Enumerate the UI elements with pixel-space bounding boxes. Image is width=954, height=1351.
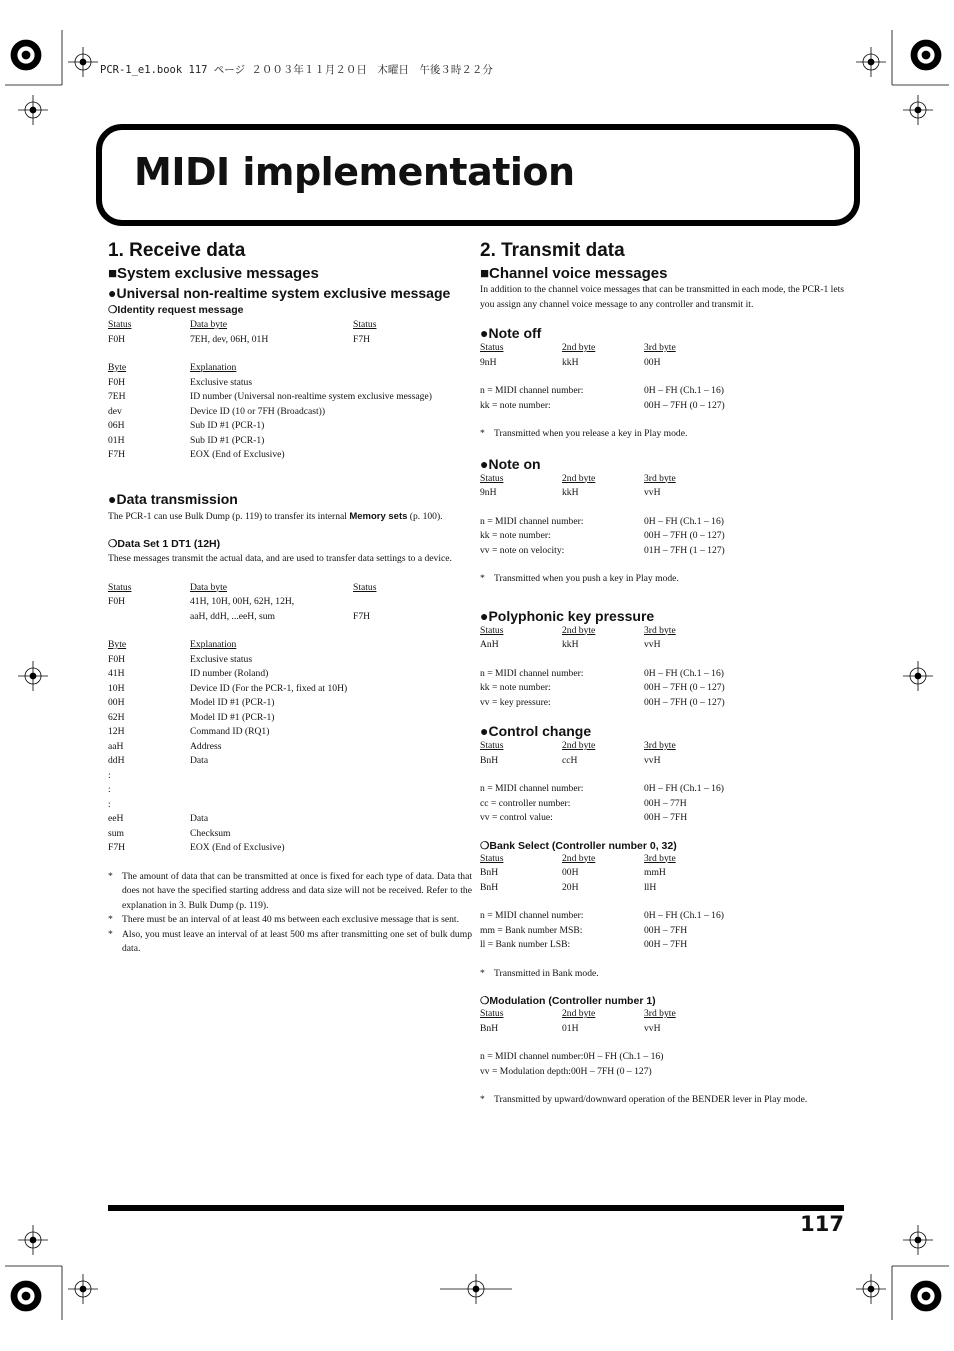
byte-cell: eeH	[108, 813, 124, 824]
definition-range: 0H – FH (Ch.1 – 16)	[644, 783, 724, 794]
definition-range: 01H – 7FH (1 – 127)	[644, 544, 725, 556]
explanation-cell: Data	[190, 755, 209, 766]
table-cell: mmH	[644, 867, 666, 878]
note-on-definitions	[480, 515, 844, 559]
explanation-cell: Device ID (10 or 7FH (Broadcast))	[190, 405, 326, 417]
definition-range: 00H – 7FH (0 – 127)	[644, 682, 725, 693]
byte-cell: ddH	[108, 755, 125, 766]
definition-range: 00H – 7FH	[644, 924, 688, 936]
note-text: Transmitted in Bank mode.	[494, 967, 599, 979]
definition-line: vv = Modulation depth:00H – 7FH (0 – 127)	[480, 1065, 652, 1077]
table-header: 3rd byte	[644, 624, 676, 636]
byte-cell: 62H	[108, 711, 125, 723]
title-box	[96, 124, 860, 226]
data-transmission-heading: ●Data transmission	[108, 490, 238, 507]
table-header: Status	[480, 624, 504, 636]
table-row	[108, 376, 472, 391]
table-row	[108, 841, 472, 856]
note-text: Transmitted when you release a key in Play mode.	[494, 428, 688, 439]
table-cell	[108, 610, 190, 625]
dataset-table	[108, 581, 472, 625]
identity-table	[108, 318, 472, 347]
table-header: 3rd byte	[644, 740, 676, 751]
sysex-heading: ■System exclusive messages	[108, 265, 319, 282]
table-header: Status	[353, 581, 377, 593]
explanation-cell: Exclusive status	[190, 653, 253, 665]
explanation-cell: Model ID #1 (PCR-1)	[190, 711, 275, 723]
definition-range: 00H – 7FH (0 – 127)	[644, 696, 725, 708]
notes-list	[108, 870, 472, 957]
explanation-cell: ID number (Roland)	[190, 668, 269, 679]
note-item	[108, 870, 472, 914]
table-header: Status	[353, 319, 377, 330]
definition-term: kk = note number:	[480, 530, 551, 541]
table-header: 2nd byte	[562, 472, 596, 484]
explanation-cell: Exclusive status	[190, 376, 253, 388]
table-cell: BnH	[480, 1022, 499, 1034]
control-change-heading: ●Control change	[480, 723, 592, 739]
definition-term: vv = key pressure:	[480, 696, 551, 708]
modulation-note	[480, 1093, 844, 1108]
table-row	[108, 711, 472, 726]
table-row	[108, 812, 472, 827]
receive-data-heading: 1. Receive data	[108, 240, 246, 261]
bank-select-table	[480, 852, 844, 896]
table-row	[108, 769, 472, 784]
byte-cell: :	[108, 769, 111, 781]
table-cell: vvH	[644, 639, 661, 650]
explanation-cell: Device ID (For the PCR-1, fixed at 10H)	[190, 682, 348, 694]
byte-cell: 10H	[108, 682, 125, 694]
modulation-heading: ❍Modulation (Controller number 1)	[480, 995, 656, 1007]
table-row	[108, 434, 472, 449]
note-off-definitions	[480, 384, 844, 413]
table-cell: vvH	[644, 754, 661, 766]
note-mark: *	[108, 870, 113, 882]
page-number: 117	[800, 1212, 844, 1236]
table-cell: F7H	[353, 610, 371, 622]
table-row	[108, 827, 472, 842]
table-row	[108, 754, 472, 769]
byte-cell: 06H	[108, 420, 125, 431]
table-header: 2nd byte	[562, 624, 596, 636]
table-header: Explanation	[190, 639, 237, 650]
definition-term: vv = control value:	[480, 812, 553, 823]
poly-pressure-heading: ●Polyphonic key pressure	[480, 607, 655, 624]
byte-cell: aaH	[108, 740, 124, 752]
table-row	[108, 798, 472, 813]
explanation-cell: ID number (Universal non-realtime system exclusive message)	[190, 391, 432, 402]
table-cell: vvH	[644, 487, 661, 498]
definition-range: 0H – FH (Ch.1 – 16)	[644, 667, 724, 679]
table-cell: aaH, ddH, ...eeH, sum	[190, 610, 275, 622]
explanation-cell: Sub ID #1 (PCR-1)	[190, 420, 265, 431]
table-header: Data byte	[190, 319, 228, 330]
byte-cell: F7H	[108, 842, 126, 853]
definition-range: 00H – 7FH (0 – 127)	[644, 399, 725, 411]
definition-range: 0H – FH (Ch.1 – 16)	[644, 385, 724, 396]
receive-data-column	[108, 240, 472, 957]
byte-cell: 01H	[108, 434, 125, 446]
table-cell: kkH	[562, 356, 579, 368]
byte-cell: F7H	[108, 449, 126, 460]
definition-range: 00H – 7FH (0 – 127)	[644, 530, 725, 541]
table-header: 2nd byte	[562, 1008, 596, 1019]
byte-cell: F0H	[108, 376, 126, 388]
note-text: Transmitted when you push a key in Play mode.	[494, 573, 679, 584]
control-change-definitions	[480, 782, 844, 826]
note-text: There must be an interval of at least 40 ms between each exclusive message that is sent.	[122, 914, 459, 925]
explanation-cell: Command ID (RQ1)	[190, 726, 270, 737]
note-mark: *	[108, 928, 113, 940]
definition-term: vv = note on velocity:	[480, 544, 565, 556]
definition-term: kk = note number:	[480, 399, 551, 411]
poly-pressure-table	[480, 624, 844, 653]
channel-voice-heading: ■Channel voice messages	[480, 265, 668, 282]
table-header: Status	[108, 319, 132, 330]
note-mark: *	[480, 428, 485, 439]
table-cell: F0H	[108, 333, 126, 345]
table-row	[108, 740, 472, 755]
definition-term: ll = Bank number LSB:	[480, 939, 571, 950]
channel-voice-text: In addition to the channel voice messages that can be transmitted in each mode, the PCR-1 lets you assign any channel voice message to any controller and transmit it.	[480, 284, 844, 310]
byte-cell: F0H	[108, 653, 126, 665]
explanation-cell: Model ID #1 (PCR-1)	[190, 697, 275, 708]
table-cell: llH	[644, 881, 657, 893]
table-header: Status	[480, 740, 504, 751]
table-header: Status	[480, 852, 504, 864]
explanation-cell: Address	[190, 740, 222, 752]
modulation-table	[480, 1007, 844, 1036]
dataset-explanation-table	[108, 638, 472, 856]
table-header: Status	[108, 581, 132, 593]
definition-term: n = MIDI channel number:	[480, 515, 584, 527]
page-title: MIDI implementation	[134, 150, 575, 194]
byte-cell: :	[108, 798, 111, 810]
note-item	[108, 928, 472, 957]
explanation-cell: Data	[190, 813, 209, 824]
note-item	[108, 913, 472, 928]
table-row	[108, 696, 472, 711]
table-cell: AnH	[480, 639, 499, 650]
table-header: 3rd byte	[644, 852, 676, 864]
table-cell: 41H, 10H, 00H, 62H, 12H,	[190, 596, 295, 607]
table-cell: F7H	[353, 333, 371, 345]
table-header: Byte	[108, 639, 127, 650]
bank-select-definitions	[480, 909, 844, 953]
bank-select-note	[480, 967, 844, 982]
definition-range: 0H – FH (Ch.1 – 16)	[644, 515, 724, 527]
definition-term: n = MIDI channel number:	[480, 910, 584, 921]
table-row	[108, 725, 472, 740]
data-transmission-text	[108, 510, 472, 525]
table-cell: 9nH	[480, 487, 497, 498]
table-header: 3rd byte	[644, 342, 676, 353]
poly-pressure-definitions	[480, 667, 844, 711]
note-text: Also, you must leave an interval of at least 500 ms after transmitting one set of bulk dump data.	[122, 928, 472, 954]
table-row	[108, 405, 472, 420]
note-text: The amount of data that can be transmitted at once is fixed for each type of data. Data that does not have the specified starting address and data size will not be received. Refer to the explanation in 3. Bulk Dump (p. 119).	[122, 870, 472, 911]
table-cell: BnH	[480, 754, 499, 766]
text-part: (p. 100).	[407, 510, 443, 522]
identity-explanation-table	[108, 361, 472, 463]
note-mark: *	[108, 914, 113, 925]
table-cell: vvH	[644, 1022, 661, 1034]
transmit-data-heading: 2. Transmit data	[480, 240, 625, 261]
table-row	[108, 783, 472, 798]
definition-range: 00H – 77H	[644, 797, 687, 809]
table-row	[108, 419, 472, 434]
footer-rule	[108, 1205, 844, 1211]
dataset-text: These messages transmit the actual data, and are used to transfer data settings to a device.	[108, 553, 452, 564]
text-part: The PCR-1 can use Bulk Dump (p. 119) to transfer its internal	[108, 510, 350, 522]
universal-heading: ●Universal non-realtime system exclusive message	[108, 285, 451, 301]
definition-term: cc = controller number:	[480, 797, 571, 809]
definition-range: 0H – FH (Ch.1 – 16)	[644, 910, 724, 921]
transmit-data-column	[480, 240, 844, 1108]
table-header: Byte	[108, 362, 127, 373]
table-row	[108, 682, 472, 697]
identity-request-heading: ❍Identity request message	[108, 304, 244, 316]
note-off-note	[480, 427, 844, 442]
note-mark: *	[480, 1094, 485, 1105]
table-cell: 9nH	[480, 356, 497, 368]
note-off-table	[480, 341, 844, 370]
definition-term: n = MIDI channel number:	[480, 783, 584, 794]
note-on-note	[480, 572, 844, 587]
table-cell: kkH	[562, 487, 579, 498]
table-cell: F0H	[108, 596, 126, 607]
byte-cell: 7EH	[108, 391, 126, 402]
modulation-definitions	[480, 1050, 844, 1079]
table-cell: BnH	[480, 881, 499, 893]
table-header: 2nd byte	[562, 852, 596, 864]
definition-range: 00H – 7FH	[644, 812, 688, 823]
definition-line: n = MIDI channel number:0H – FH (Ch.1 – 16)	[480, 1051, 664, 1062]
byte-cell: 41H	[108, 668, 125, 679]
note-on-table	[480, 472, 844, 501]
table-cell: 00H	[562, 867, 579, 878]
note-mark: *	[480, 573, 485, 584]
explanation-cell: EOX (End of Exclusive)	[190, 842, 285, 853]
definition-term: n = MIDI channel number:	[480, 667, 584, 679]
definition-term: mm = Bank number MSB:	[480, 924, 583, 936]
table-header: 3rd byte	[644, 472, 676, 484]
definition-term: n = MIDI channel number:	[480, 385, 584, 396]
byte-cell: :	[108, 784, 111, 795]
byte-cell: dev	[108, 405, 122, 417]
table-cell: 00H	[644, 356, 661, 368]
bank-select-heading: ❍Bank Select (Controller number 0, 32)	[480, 839, 677, 852]
note-on-heading: ●Note on	[480, 455, 541, 472]
byte-cell: 12H	[108, 726, 125, 737]
note-text: Transmitted by upward/downward operation of the BENDER lever in Play mode.	[494, 1094, 808, 1105]
table-header: Explanation	[190, 362, 237, 373]
table-cell: 7EH, dev, 06H, 01H	[190, 333, 269, 345]
explanation-cell: EOX (End of Exclusive)	[190, 449, 285, 460]
table-header: 3rd byte	[644, 1008, 676, 1019]
note-off-heading: ●Note off	[480, 325, 542, 341]
table-cell	[353, 595, 453, 610]
explanation-cell: Sub ID #1 (PCR-1)	[190, 434, 265, 446]
table-row	[108, 653, 472, 668]
byte-cell: sum	[108, 827, 124, 839]
running-header: PCR-1_e1.book 117 ページ ２００３年１１月２０日 木曜日 午後３時２２分	[100, 64, 493, 76]
table-header: Status	[480, 472, 504, 484]
table-cell: 01H	[562, 1022, 579, 1034]
table-header: 2nd byte	[562, 342, 596, 353]
table-cell: kkH	[562, 639, 579, 650]
explanation-cell: Checksum	[190, 827, 231, 839]
table-cell: 20H	[562, 881, 579, 893]
table-row	[108, 390, 472, 405]
definition-range: 00H – 7FH	[644, 939, 688, 950]
table-cell: ccH	[562, 754, 578, 766]
control-change-table	[480, 739, 844, 768]
byte-cell: 00H	[108, 697, 125, 708]
registration-target-icon	[11, 40, 41, 70]
table-header: Status	[480, 1008, 504, 1019]
table-header: Data byte	[190, 581, 228, 593]
table-row	[108, 448, 472, 463]
table-row	[108, 667, 472, 682]
dataset-heading: ❍Data Set 1 DT1 (12H)	[108, 538, 221, 550]
definition-term: kk = note number:	[480, 682, 551, 693]
table-cell: BnH	[480, 867, 499, 878]
table-header: Status	[480, 342, 504, 353]
memory-sets-term: Memory sets	[349, 510, 408, 522]
note-mark: *	[480, 967, 485, 979]
table-header: 2nd byte	[562, 740, 596, 751]
